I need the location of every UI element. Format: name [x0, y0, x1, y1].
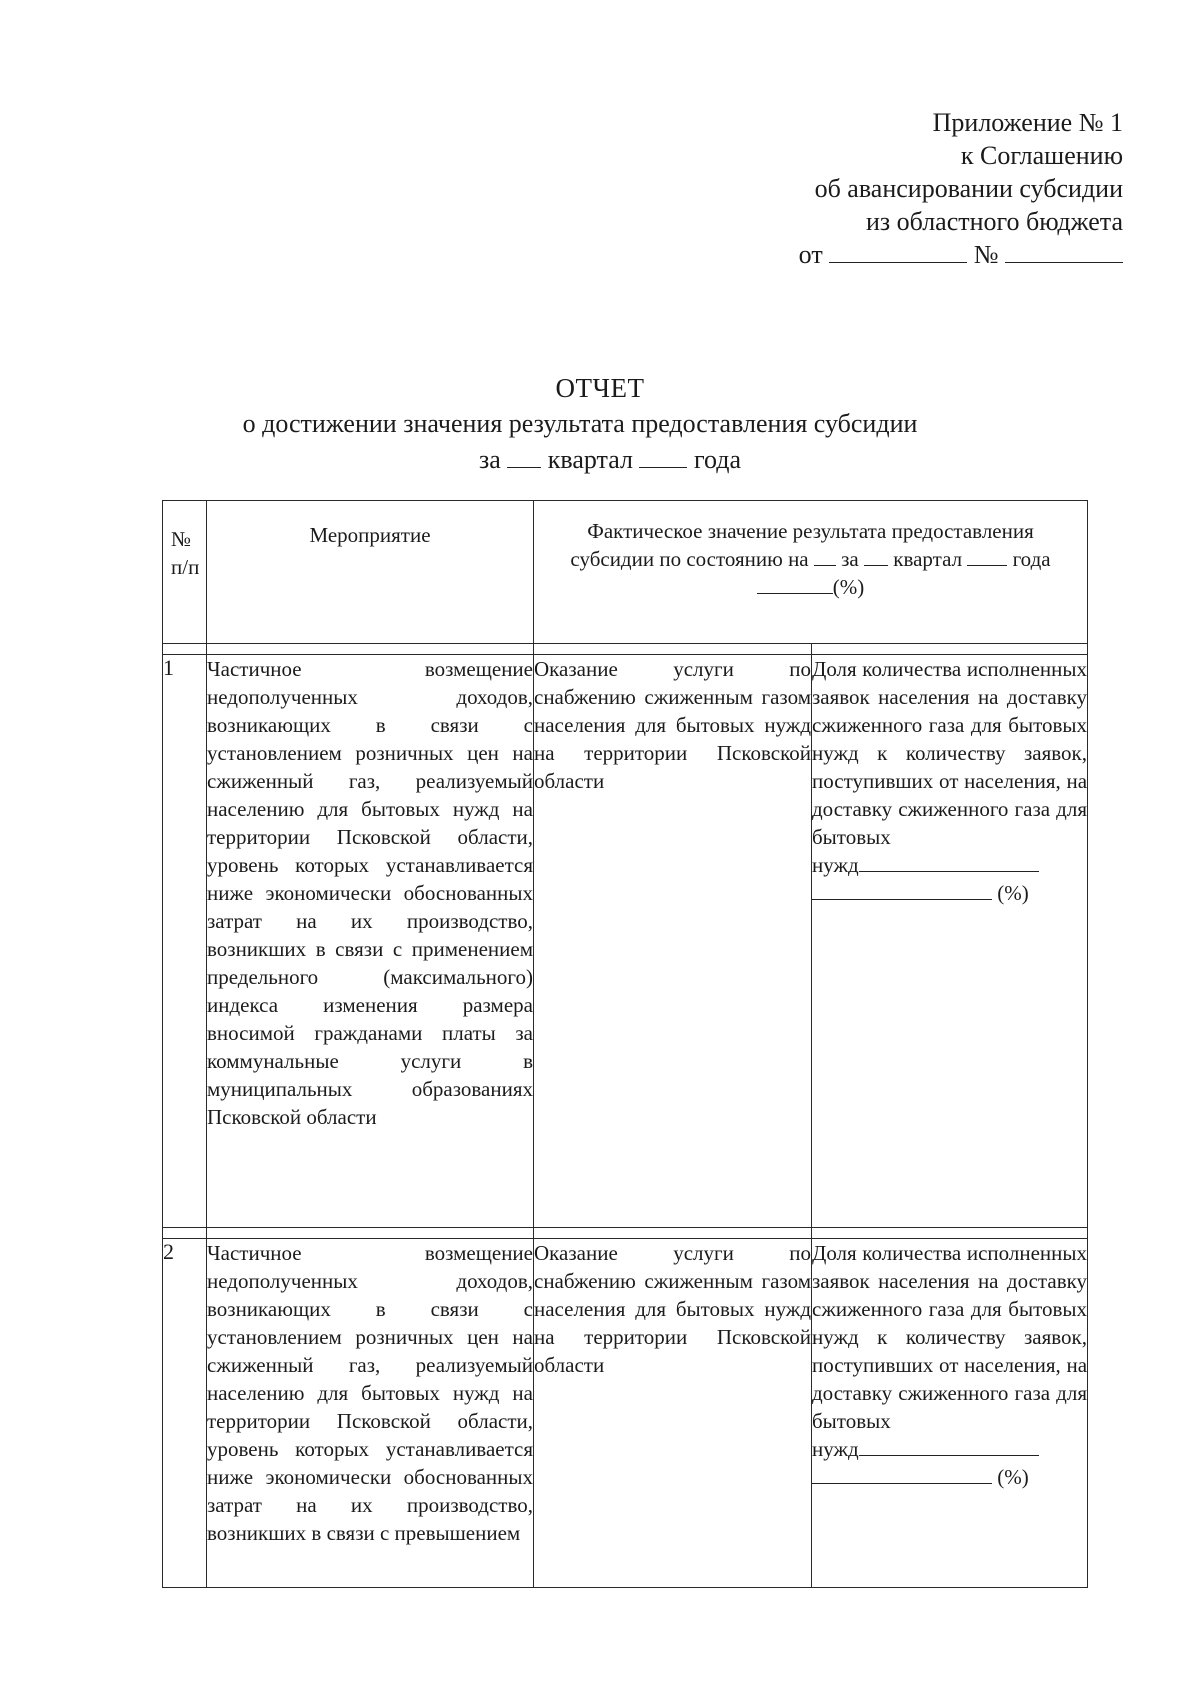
report-period: [20, 442, 1200, 478]
row-indicator-end: нужд: [812, 853, 859, 877]
row-indicator-end: нужд: [812, 1437, 859, 1461]
date-blank: [829, 240, 967, 263]
header-fact-text: Фактическое значение результата предоставления субсидии по состоянию на: [570, 519, 1034, 571]
year-blank: [639, 445, 687, 468]
row-value-blank-2: [812, 879, 992, 900]
appendix-subject: об авансировании субсидии: [814, 174, 1123, 203]
header-date-blank: [814, 545, 836, 566]
row-value-blank: [859, 1435, 1039, 1456]
row-value-blank: [859, 851, 1039, 872]
row-pct-line: [812, 1463, 1087, 1491]
row-number: 1: [163, 655, 207, 1228]
header-fact-za: за: [841, 547, 859, 571]
table-header-row: [163, 501, 1088, 644]
row-measure: Частичное возмещение недополученных доходов, возникающих в связи с установлением розничных цен на сжиженный газ, реализуемый населению для бытовых нужд на территории Псковской области, уровень которых устанавливается ниже экономически обоснованных затрат на их производство, возникших в связи с превышением: [207, 1239, 534, 1588]
row-pct: (%): [997, 1465, 1029, 1489]
header-fact-year: года: [1012, 547, 1051, 571]
appendix-header: [603, 106, 1123, 271]
row-indicator-blank-line: [812, 851, 1087, 879]
row-pct: (%): [997, 881, 1029, 905]
table-gap-row: [163, 644, 1088, 655]
appendix-date-line: [603, 238, 1123, 271]
appendix-number: Приложение № 1: [932, 108, 1123, 137]
row-indicator: [812, 1239, 1088, 1588]
table-row: [163, 1239, 1088, 1588]
appendix-source: из областного бюджета: [865, 207, 1123, 236]
period-prefix: за: [478, 445, 501, 474]
header-num: № п/п: [163, 501, 207, 644]
header-fact-quarter: квартал: [893, 547, 963, 571]
report-table: [162, 500, 1088, 1588]
header-value-blank: [757, 573, 833, 594]
header-year-blank: [967, 545, 1007, 566]
header-quarter-blank: [864, 545, 888, 566]
row-indicator-blank-line: [812, 1435, 1087, 1463]
row-number: 2: [163, 1239, 207, 1588]
table-gap-row: [163, 1228, 1088, 1239]
row-indicator-text: Доля количества исполненных заявок населения на доставку сжиженного газа для бытовых нужд к количеству заявок, поступивших от населения, на доставку сжиженного газа для бытовых: [812, 657, 1088, 849]
row-indicator: [812, 655, 1088, 1228]
table-row: [163, 655, 1088, 1228]
period-middle: квартал: [547, 445, 633, 474]
number-prefix: №: [973, 240, 999, 269]
row-measure: Частичное возмещение недополученных доходов, возникающих в связи с установлением розничных цен на сжиженный газ, реализуемый населению для бытовых нужд на территории Псковской области, уровень которых устанавливается ниже экономически обоснованных затрат на их производство, возникших в связи с применением предельного (максимального) индекса изменения размера вносимой гражданами платы за коммунальные услуги в муниципальных образованиях Псковской области: [207, 655, 534, 1228]
report-title-block: [0, 370, 1200, 478]
report-subtitle: о достижении значения результата предоставления субсидии: [242, 409, 918, 438]
header-fact: [534, 501, 1088, 644]
row-indicator-text: Доля количества исполненных заявок населения на доставку сжиженного газа для бытовых нужд к количеству заявок, поступивших от населения, на доставку сжиженного газа для бытовых: [812, 1241, 1088, 1433]
appendix-agreement: к Соглашению: [960, 141, 1123, 170]
quarter-blank: [507, 445, 541, 468]
report-title: ОТЧЕТ: [555, 373, 645, 403]
row-service: Оказание услуги по снабжению сжиженным газом населения для бытовых нужд на территории Псковской области: [534, 655, 812, 1228]
row-value-blank-2: [812, 1463, 992, 1484]
row-pct-line: [812, 879, 1087, 907]
number-blank: [1005, 240, 1123, 263]
period-suffix: года: [693, 445, 742, 474]
date-prefix: от: [798, 240, 823, 269]
header-fact-pct: (%): [832, 575, 865, 599]
row-service: Оказание услуги по снабжению сжиженным газом населения для бытовых нужд на территории Псковской области: [534, 1239, 812, 1588]
header-measure: Мероприятие: [207, 501, 534, 644]
